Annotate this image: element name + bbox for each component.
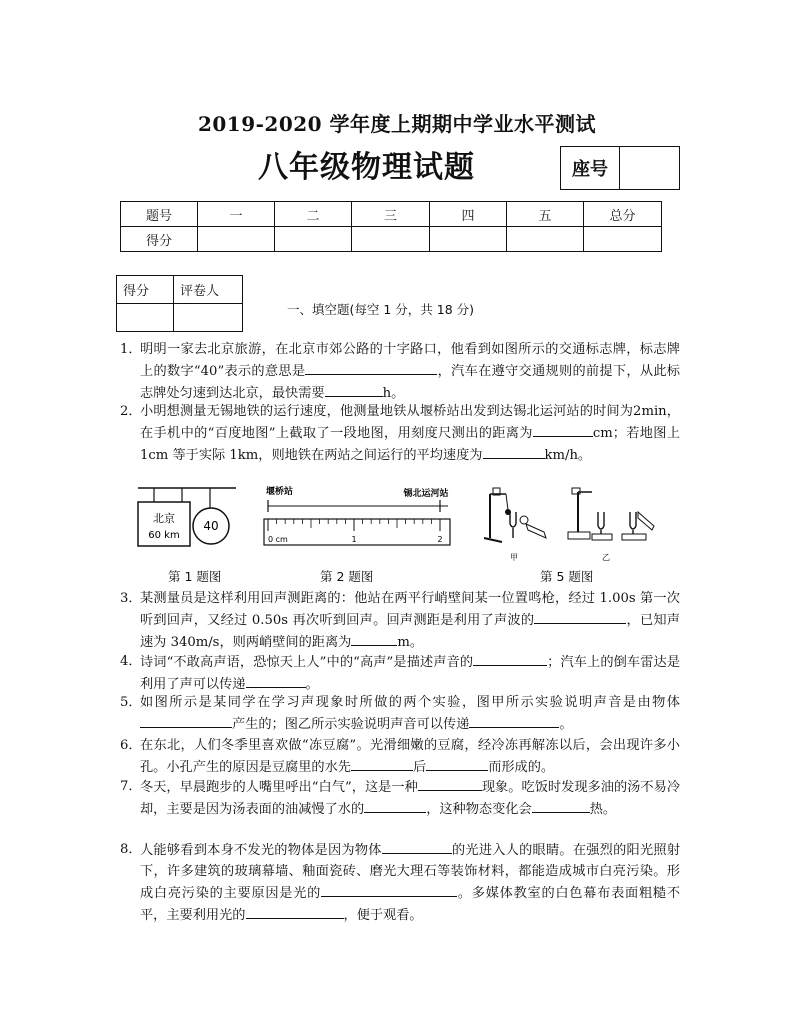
grader-box — [116, 275, 243, 332]
question-5 — [120, 692, 680, 735]
figure-2-ruler-map — [258, 484, 458, 554]
question-number: 3． — [120, 591, 142, 606]
answer-blank[interactable] — [473, 651, 547, 666]
question-text: ，这种物态变化会 — [426, 802, 532, 817]
question-text: 人能够看到本身不发光的物体是因为物体 — [140, 843, 382, 858]
question-text: 现象。吃饭时发现多油的汤不易冷却，主要是因为汤表面的油减慢了水的 — [140, 780, 681, 817]
score-input-total[interactable] — [584, 227, 662, 252]
seat-number-field[interactable] — [620, 147, 679, 189]
question-text: 。 — [559, 717, 573, 732]
score-cell-label: 题号 — [121, 202, 198, 227]
question-text: 。多媒体教室的白色幕布表面粗糙不平，主要利用光的 — [140, 886, 681, 923]
answer-blank[interactable] — [533, 422, 593, 437]
question-text: 的光进入人的眼睛。在强烈的阳光照射下，许多建筑的玻璃幕墙、釉面瓷砖、磨光大理石等装饰材料，都能造成城市白亮污染。形成白亮污染的主要原因是光的 — [140, 843, 681, 901]
question-text: cm；若地图上 1cm 等于实际 1km，则地铁在两站之间运行的平均速度为 — [140, 426, 681, 463]
question-text: km/h。 — [544, 448, 592, 463]
answer-blank[interactable] — [382, 839, 452, 854]
grader-name-label: 评卷人 — [174, 276, 243, 304]
section-title: 一、填空题(每空 1 分，共 18 分) — [287, 302, 475, 317]
question-text: ；汽车上的倒车雷达是利用了声可以传递 — [140, 655, 681, 692]
ruler-label-1: 1 — [351, 535, 357, 544]
seat-number-label: 座号 — [561, 147, 620, 189]
question-number: 7． — [120, 779, 142, 794]
answer-blank[interactable] — [534, 609, 626, 624]
answer-blank[interactable] — [532, 798, 590, 813]
ruler-label-2: 2 — [437, 535, 443, 544]
question-number: 6． — [120, 738, 142, 753]
seat-number-box — [560, 146, 680, 190]
score-input-2[interactable] — [275, 227, 352, 252]
score-table-header-row — [121, 202, 662, 227]
grader-score-label: 得分 — [117, 276, 174, 304]
question-7 — [120, 776, 680, 820]
question-8 — [120, 839, 680, 926]
station-left-label: 堰桥站 — [266, 487, 294, 497]
score-cell-section-5: 五 — [507, 202, 584, 227]
question-number: 8． — [120, 842, 142, 857]
question-text: 小明想测量无锡地铁的运行速度，他测量地铁从堰桥站出发到达锡北运河站的时间为2min，在手机中的“百度地图”上截取了一段地图，用刻度尺测出的距离为 — [140, 404, 680, 441]
grader-score-field[interactable] — [117, 304, 174, 332]
score-cell-section-1: 一 — [198, 202, 275, 227]
answer-blank[interactable] — [418, 776, 482, 791]
figure-label-yi: 乙 — [602, 553, 610, 562]
question-text: 某测量员是这样利用回声测距离的：他站在两平行峭壁间某一位置鸣枪，经过 1.00s 第一次听到回声，又经过 0.50s 再次听到回声。回声测距是利用了声波的 — [140, 591, 680, 628]
figure-1-traffic-sign — [130, 482, 240, 552]
station-right-label: 锡北运河站 — [403, 489, 449, 499]
exam-header-title: 2019-2020 学年度上期期中学业水平测试 — [197, 112, 597, 136]
question-text: 冬天，早晨跑步的人嘴里呼出“白气”，这是一种 — [140, 780, 418, 795]
score-row-label: 得分 — [121, 227, 198, 252]
question-text: 如图所示是某同学在学习声现象时所做的两个实验，图甲所示实验说明声音是由物体 — [140, 695, 680, 710]
question-number: 5． — [120, 695, 142, 710]
sign-city: 北京 — [153, 512, 175, 525]
answer-blank[interactable] — [246, 673, 306, 688]
figure-1-caption: 第 1 题图 — [168, 569, 222, 584]
figure-5-tuning-fork-experiments — [480, 482, 660, 566]
question-text: ，已知声速为 340m/s，则两峭壁间的距离为 — [140, 613, 680, 650]
answer-blank[interactable] — [305, 360, 437, 375]
exam-subject-title: 八年级物理试题 — [258, 150, 475, 185]
question-text: 在东北，人们冬季里喜欢做“冻豆腐”。光滑细嫩的豆腐，经冷冻再解冻以后，会出现许多小孔。小孔产生的原因是豆腐里的水先 — [140, 738, 680, 775]
answer-blank[interactable] — [364, 798, 426, 813]
grader-name-field[interactable] — [174, 304, 243, 332]
question-text: 。 — [305, 677, 319, 692]
question-text: ，便于观看。 — [343, 908, 423, 923]
question-text: h。 — [382, 386, 405, 401]
score-cell-section-3: 三 — [352, 202, 430, 227]
question-3 — [120, 588, 680, 653]
answer-blank[interactable] — [469, 713, 559, 728]
answer-blank[interactable] — [321, 882, 457, 897]
score-input-1[interactable] — [198, 227, 275, 252]
score-input-4[interactable] — [430, 227, 507, 252]
question-text: 诗词“不敢高声语，恐惊天上人”中的“高声”是描述声音的 — [140, 655, 474, 670]
question-number: 2． — [120, 404, 142, 419]
question-text: m。 — [397, 635, 424, 650]
question-4 — [120, 651, 680, 695]
score-input-3[interactable] — [352, 227, 430, 252]
answer-blank[interactable] — [483, 444, 545, 459]
question-number: 1． — [120, 342, 142, 357]
score-cell-section-4: 四 — [430, 202, 507, 227]
figure-2-caption: 第 2 题图 — [320, 569, 374, 584]
score-cell-total: 总分 — [584, 202, 662, 227]
score-table-score-row — [121, 227, 662, 252]
question-text: 热。 — [589, 802, 617, 817]
answer-blank[interactable] — [246, 904, 344, 919]
score-cell-section-2: 二 — [275, 202, 352, 227]
answer-blank[interactable] — [325, 382, 383, 397]
score-input-5[interactable] — [507, 227, 584, 252]
question-text: ，汽车在遵守交通规则的前提下，从此标志牌处匀速到达北京，最快需要 — [140, 364, 680, 401]
question-text: 后 — [413, 760, 427, 775]
question-number: 4． — [120, 654, 142, 669]
speed-limit-number: 40 — [203, 519, 219, 533]
answer-blank[interactable] — [351, 756, 413, 771]
answer-blank[interactable] — [426, 756, 488, 771]
sign-distance: 60 km — [148, 530, 180, 541]
figure-5-caption: 第 5 题图 — [540, 569, 594, 584]
question-2 — [120, 401, 680, 466]
question-1 — [120, 339, 680, 404]
question-text: 产生的；图乙所示实验说明声音可以传递 — [232, 717, 470, 732]
figure-label-jia: 甲 — [510, 553, 518, 562]
ruler-label-0: 0 cm — [268, 535, 288, 544]
question-text: 而形成的。 — [488, 760, 555, 775]
question-text: 明明一家去北京旅游，在北京市郊公路的十字路口，他看到如图所示的交通标志牌，标志牌上的数字“40”表示的意思是 — [140, 342, 680, 379]
question-6 — [120, 735, 680, 778]
answer-blank[interactable] — [140, 713, 232, 728]
score-table — [120, 201, 662, 252]
answer-blank[interactable] — [351, 631, 397, 646]
